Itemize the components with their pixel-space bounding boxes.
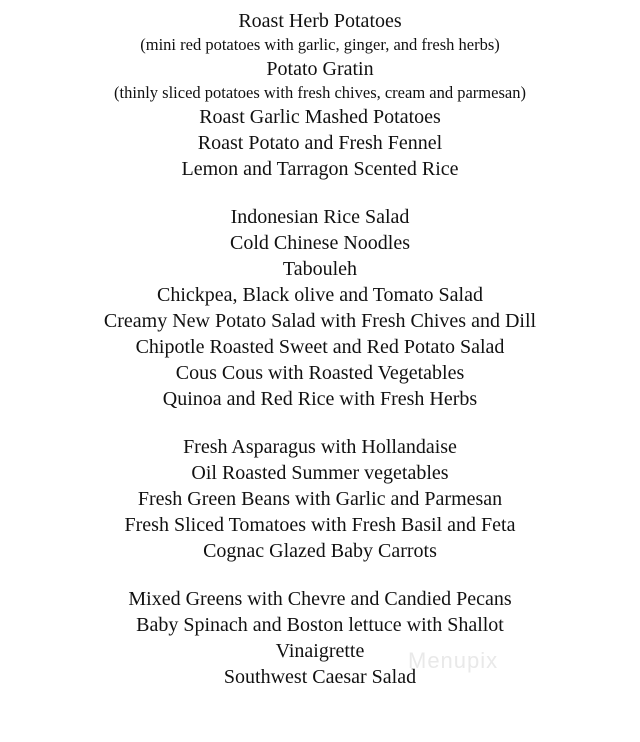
menu-item: Oil Roasted Summer vegetables [191, 462, 449, 484]
menu-item: Cous Cous with Roasted Vegetables [175, 362, 465, 384]
menu-item-note: (mini red potatoes with garlic, ginger, and fresh herbs) [140, 35, 500, 54]
menu-item: Mixed Greens with Chevre and Candied Pecans [128, 588, 512, 610]
menu-item: Cold Chinese Noodles [230, 232, 410, 254]
salads-section [0, 204, 640, 412]
menu-item: Roast Garlic Mashed Potatoes [199, 106, 441, 128]
potatoes-rice-section [0, 8, 640, 182]
green-salads-section [0, 586, 640, 690]
menu-item: Lemon and Tarragon Scented Rice [181, 158, 459, 180]
menu-item: Tabouleh [282, 258, 358, 280]
menu-item: Creamy New Potato Salad with Fresh Chives and Dill [103, 310, 537, 332]
menu-item: Cognac Glazed Baby Carrots [203, 540, 437, 562]
menu-item: Fresh Asparagus with Hollandaise [183, 436, 457, 458]
menu-item: Baby Spinach and Boston lettuce with Shallot Vinaigrette [136, 614, 504, 662]
menu-item: Potato Gratin [266, 58, 374, 80]
menu-item: Indonesian Rice Salad [230, 206, 410, 228]
menu-item: Southwest Caesar Salad [223, 666, 417, 688]
menu-item: Quinoa and Red Rice with Fresh Herbs [162, 388, 478, 410]
menu-item: Roast Herb Potatoes [238, 10, 402, 32]
vegetables-section [0, 434, 640, 564]
menu-item: Fresh Green Beans with Garlic and Parmesan [137, 488, 503, 510]
menu-item: Roast Potato and Fresh Fennel [197, 132, 443, 154]
section-gap [0, 412, 640, 434]
menu-item-note: (thinly sliced potatoes with fresh chives, cream and parmesan) [114, 83, 526, 102]
menu-item: Chickpea, Black olive and Tomato Salad [157, 284, 483, 306]
section-gap [0, 182, 640, 204]
menu-item: Chipotle Roasted Sweet and Red Potato Salad [135, 336, 505, 358]
menu-item: Fresh Sliced Tomatoes with Fresh Basil and Feta [124, 514, 516, 536]
watermark-logo: Menupix [408, 648, 499, 673]
section-gap [0, 564, 640, 586]
